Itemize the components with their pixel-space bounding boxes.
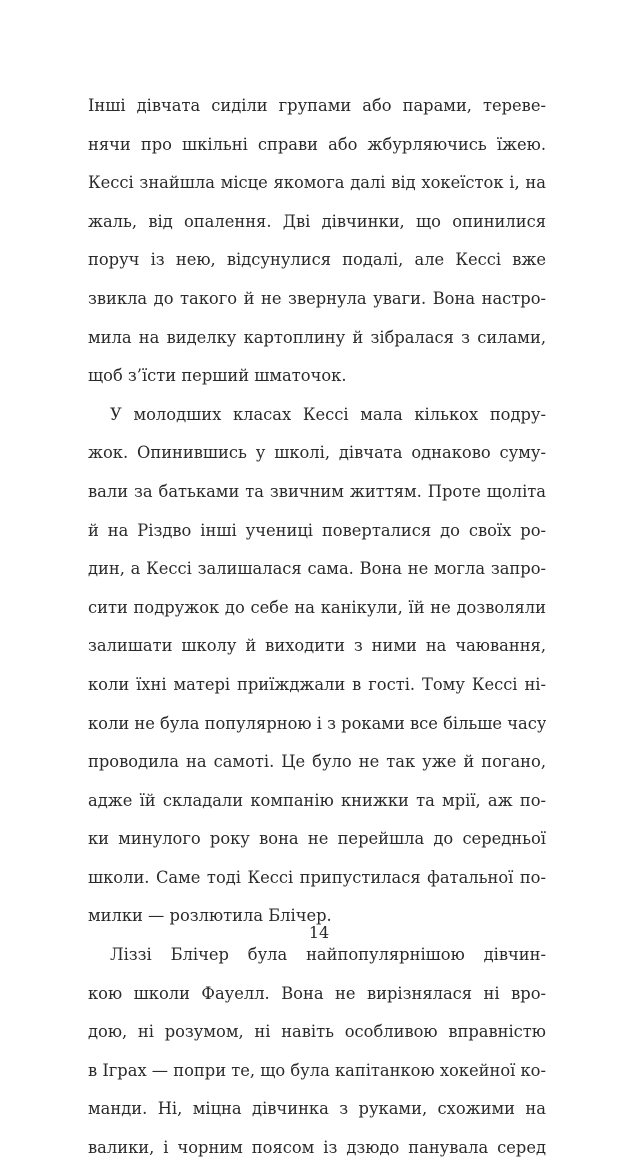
text-line: кою школи Фауелл. Вона не вирізнялася ні вро- [88,983,546,1003]
text-line: залишати школу й виходити з ними на чаювання, [88,636,546,656]
text-line: адже їй складали компанію книжки та мрії, аж по- [88,790,546,810]
text-line: милки — розлютила Блічер. [88,906,332,926]
text-line: щоб з’їсти перший шматочок. [88,366,347,386]
text-line: жок. Опинившись у школі, дівчата однаково суму- [88,443,546,463]
text-line: поруч із нею, відсунулися подалі, але Кессі вже [88,250,546,270]
text-line: звикла до такого й не звернула уваги. Вона настро- [88,288,546,308]
text-line: нячи про шкільні справи або жбурляючись їжею. [88,134,546,154]
text-line: коли не була популярною і з роками все більше часу [88,713,546,733]
text-line: жаль, від опалення. Дві дівчинки, що опинилися [88,211,546,231]
text-line: коли їхні матері приїжджали в гості. Тому Кессі ні- [88,674,546,694]
body-text [88,87,546,1168]
text-line: Ліззі Блічер була найпопулярнішою дівчин- [110,945,546,965]
page-number: 14 [308,923,330,942]
text-line: дою, ні розумом, ні навіть особливою вправністю [88,1022,546,1042]
text-line: манди. Ні, міцна дівчинка з руками, схожими на [88,1099,546,1119]
text-line: школи. Саме тоді Кессі припустилася фатальної по- [88,867,546,887]
text-line: дин, а Кессі залишалася сама. Вона не могла запро- [88,559,546,579]
text-line: Інші дівчата сиділи групами або парами, тереве- [88,96,546,115]
text-line: У молодших класах Кессі мала кількох подру- [110,404,546,424]
text-line: валики, і чорним поясом із дзюдо панувала серед [88,1138,546,1158]
text-line: й на Різдво інші учениці поверталися до своїх ро- [88,520,546,540]
text-line: ки минулого року вона не перейшла до середньої [88,829,546,849]
text-line: сити подружок до себе на канікули, їй не дозволяли [88,597,546,617]
text-line: проводила на самоті. Це було не так уже й погано, [88,752,546,772]
text-line: Кессі знайшла місце якомога далі від хокеїсток і, на [88,173,546,193]
text-line: вали за батьками та звичним життям. Проте щоліта [88,481,546,501]
text-line: мила на виделку картоплину й зібралася з силами, [88,327,546,347]
text-line: в Іграх — попри те, що була капітанкою хокейної ко- [88,1060,546,1080]
